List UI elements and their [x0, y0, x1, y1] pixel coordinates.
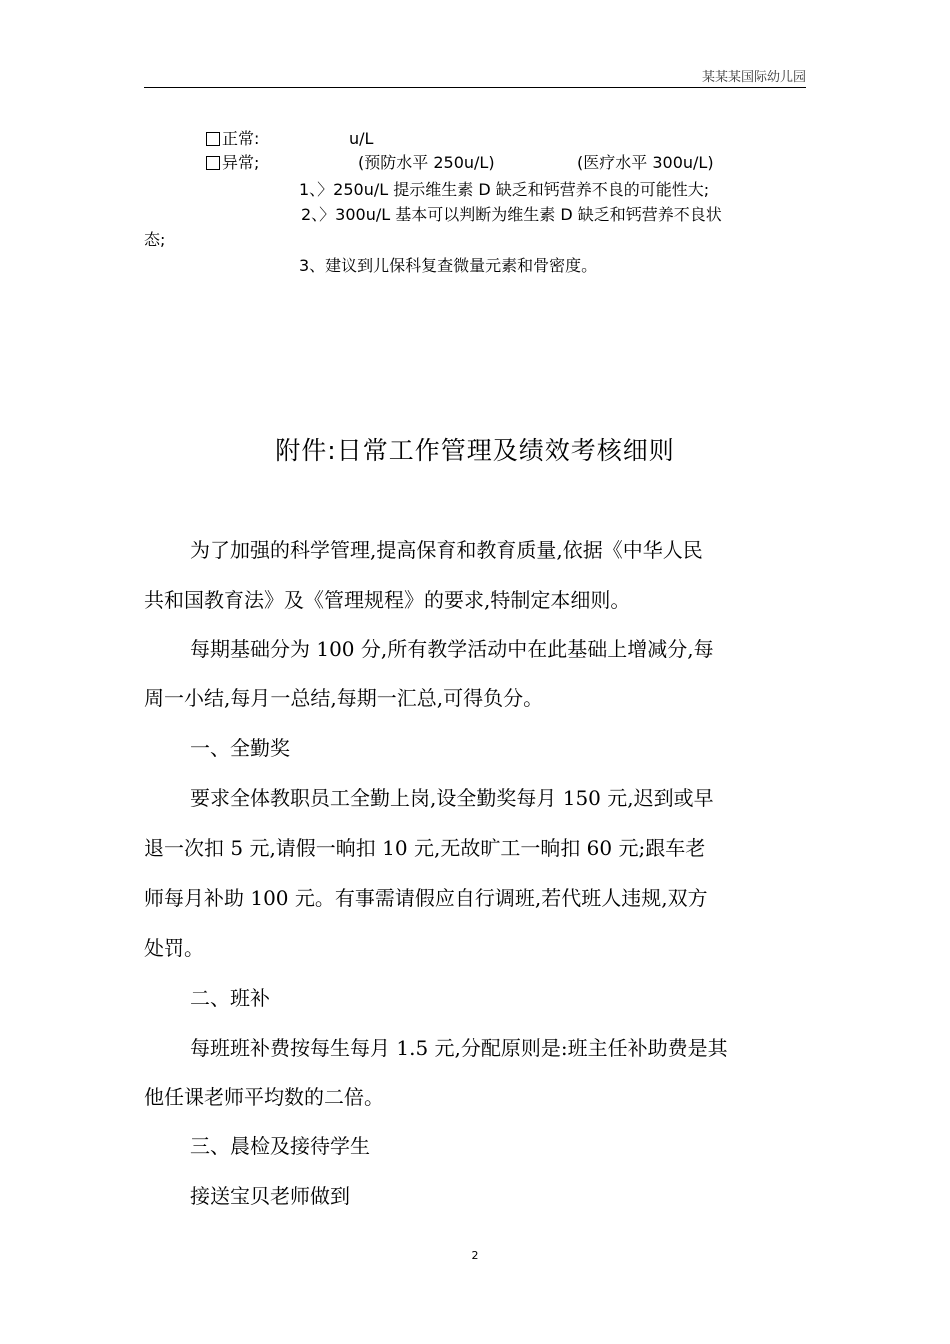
- note-1: 1、〉250u/L 提示维生素 D 缺乏和钙营养不良的可能性大;: [299, 180, 710, 199]
- normal-label: 正常:: [222, 129, 260, 148]
- abnormal-label: 异常;: [222, 153, 260, 172]
- body-line: 他任课老师平均数的二倍。: [144, 1085, 384, 1109]
- body-line: 要求全体教职员工全勤上岗,设全勤奖每月 150 元,迟到或早: [190, 786, 714, 810]
- body-line: 为了加强的科学管理,提高保育和教育质量,依据《中华人民: [190, 538, 703, 562]
- treatment-level: (医疗水平 300u/L): [577, 153, 714, 172]
- section-heading-morning-check: 三、晨检及接待学生: [190, 1134, 370, 1158]
- page-number: 2: [471, 1249, 479, 1262]
- checkbox-normal-row: [206, 129, 259, 149]
- note-3: 3、建议到儿保科复查微量元素和骨密度。: [299, 256, 598, 275]
- body-line: 每期基础分为 100 分,所有教学活动中在此基础上增减分,每: [190, 637, 714, 661]
- note-2-line-2: 态;: [144, 230, 166, 249]
- prevention-level: (预防水平 250u/L): [358, 153, 495, 172]
- body-line: 共和国教育法》及《管理规程》的要求,特制定本细则。: [144, 588, 631, 612]
- section-heading-class-subsidy: 二、班补: [190, 986, 270, 1010]
- body-line: 周一小结,每月一总结,每期一汇总,可得负分。: [144, 686, 544, 710]
- body-line: 接送宝贝老师做到: [190, 1184, 350, 1208]
- body-line: 师每月补助 100 元。有事需请假应自行调班,若代班人违规,双方: [144, 886, 708, 910]
- document-title: 附件:日常工作管理及绩效考核细则: [275, 436, 675, 465]
- body-line: 处罚。: [144, 936, 204, 960]
- section-heading-attendance: 一、全勤奖: [190, 736, 290, 760]
- normal-unit: u/L: [349, 129, 374, 148]
- header-organization: 某某某国际幼儿园: [701, 70, 806, 85]
- note-2-line-1: 2、〉300u/L 基本可以判断为维生素 D 缺乏和钙营养不良状: [301, 205, 722, 224]
- body-line: 退一次扣 5 元,请假一晌扣 10 元,无故旷工一晌扣 60 元;跟车老: [144, 836, 706, 860]
- body-line: 每班班补费按每生每月 1.5 元,分配原则是:班主任补助费是其: [190, 1036, 728, 1060]
- header-divider: [144, 87, 806, 88]
- checkbox-normal[interactable]: [206, 132, 220, 146]
- checkbox-abnormal-row: [206, 153, 259, 173]
- checkbox-abnormal[interactable]: [206, 156, 220, 170]
